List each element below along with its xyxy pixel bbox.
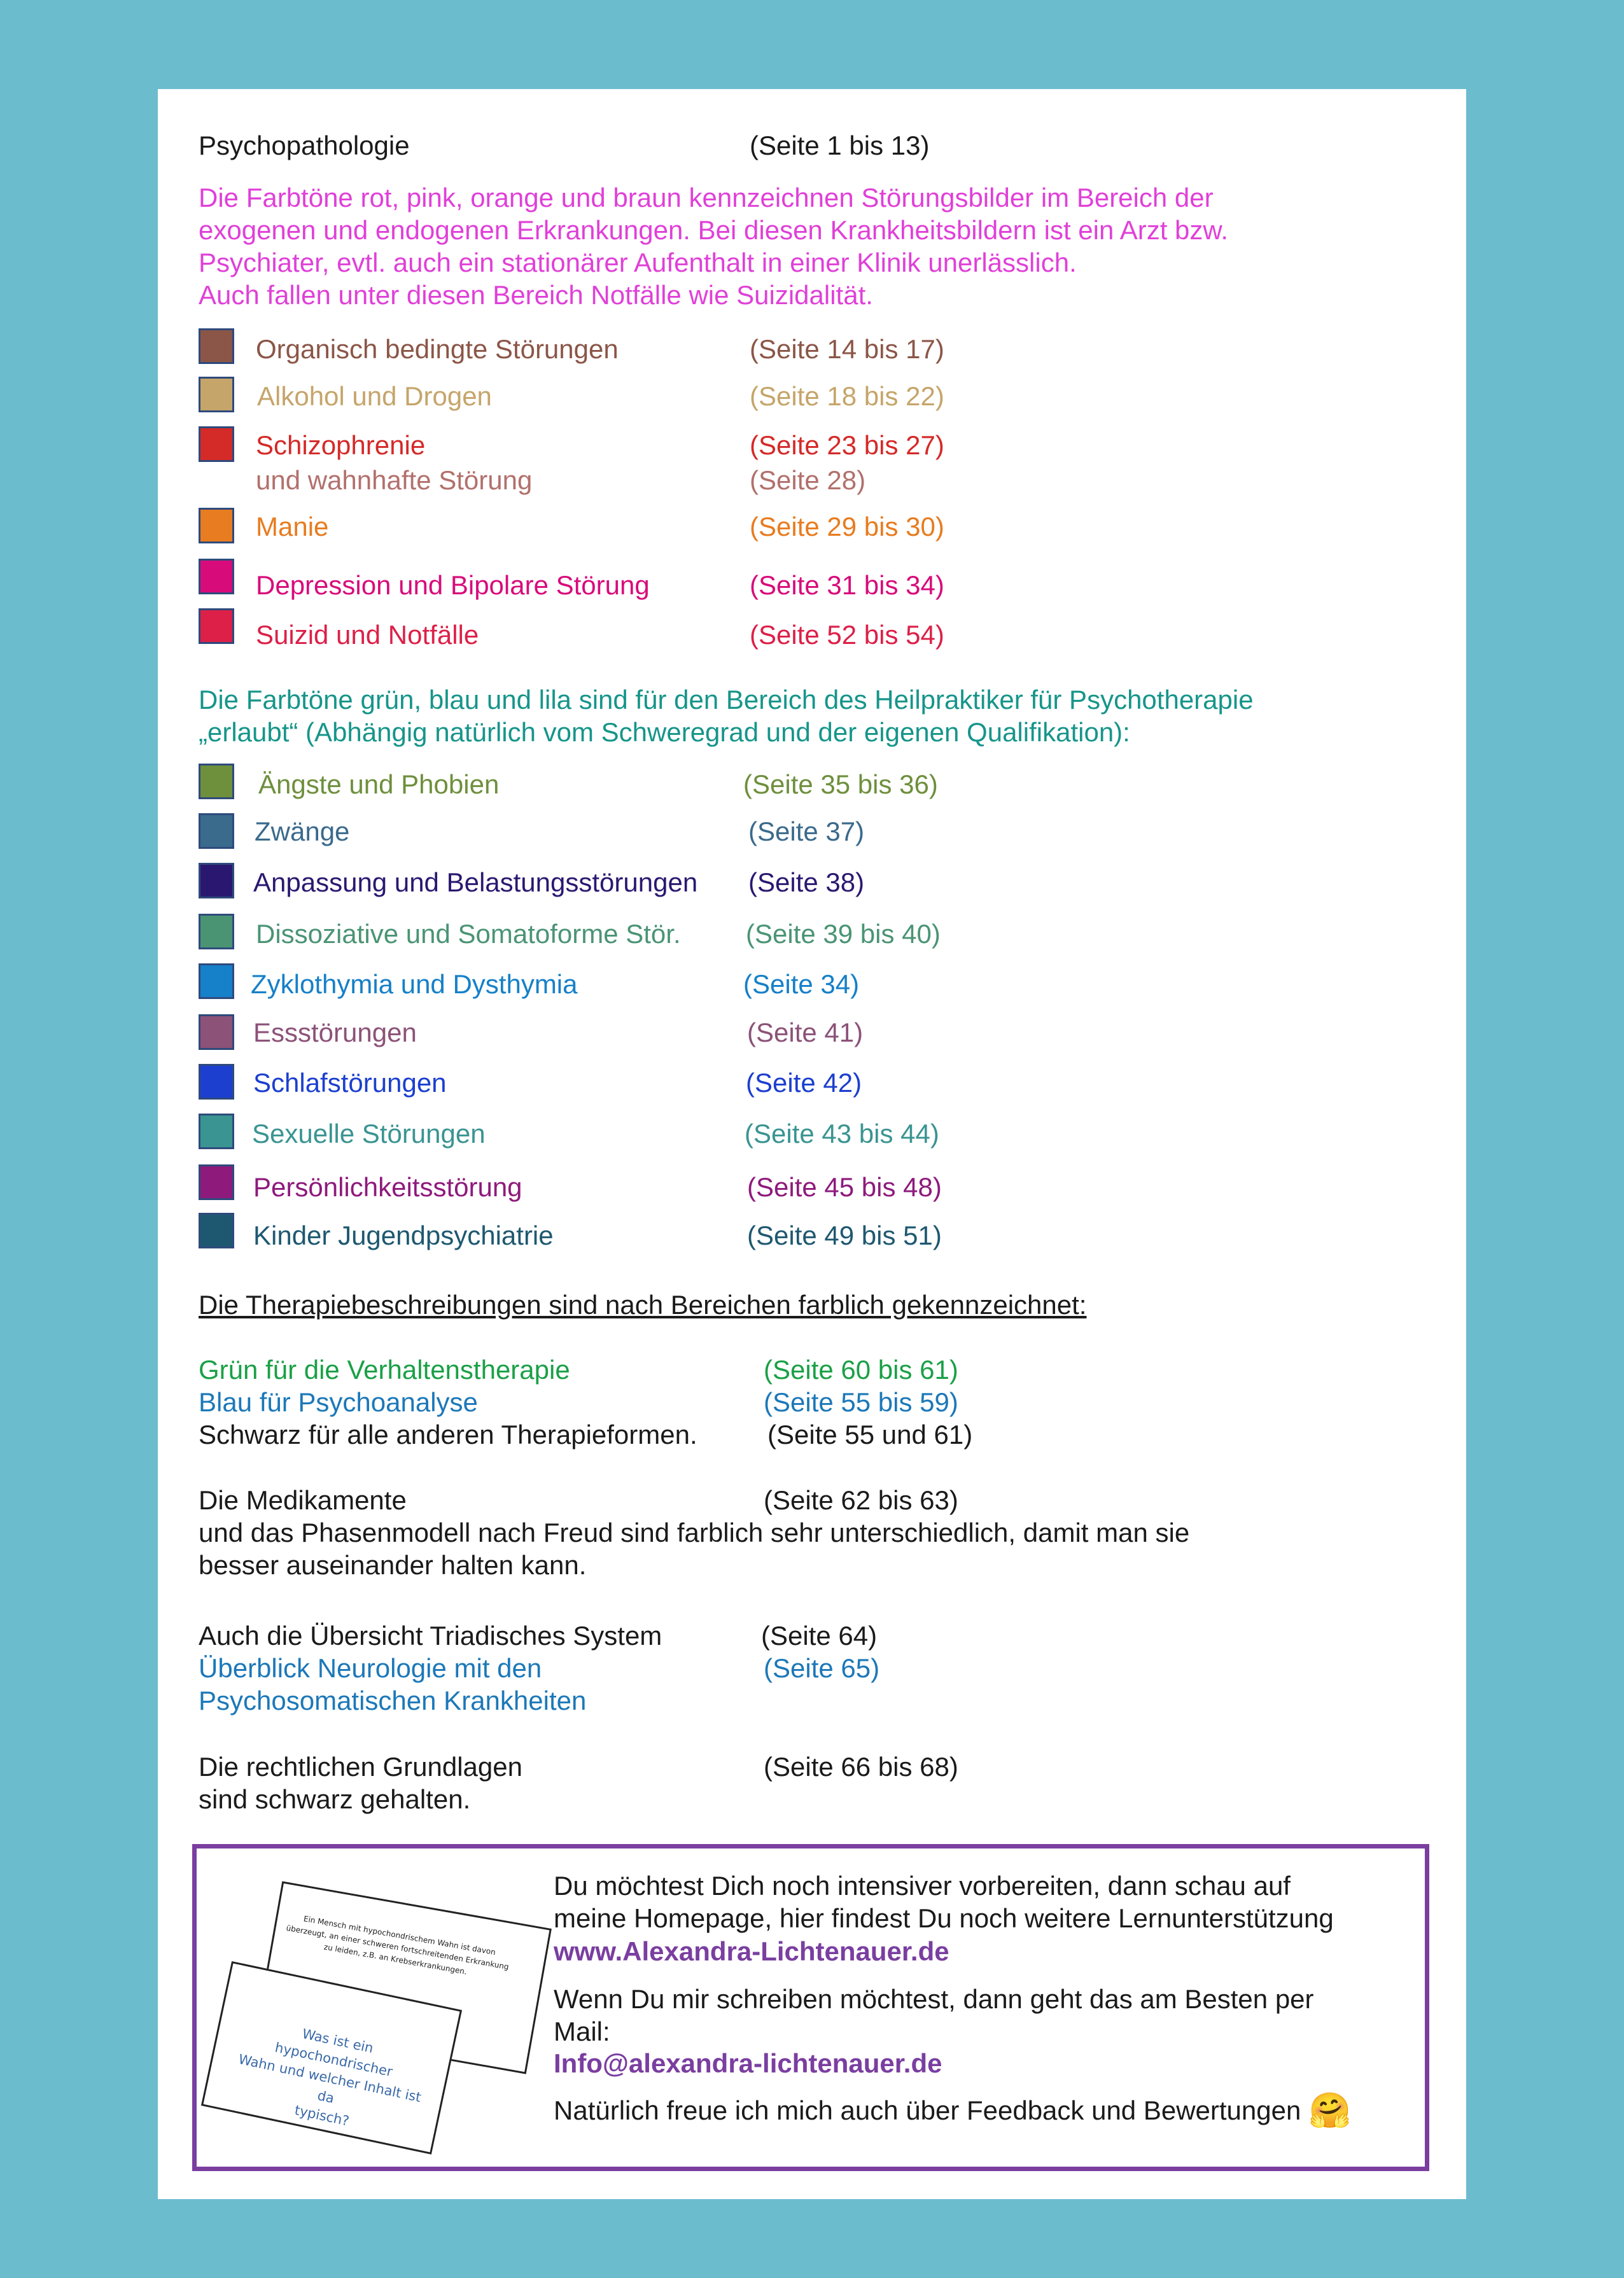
therapy-pages: (Seite 60 bis 61) (764, 1355, 958, 1385)
intro-line: Auch fallen unter diesen Bereich Notfälle wie Suizidalität. (199, 280, 873, 310)
disorder-label: Persönlichkeitsstörung (253, 1172, 522, 1202)
intro-line: exogenen und endogenen Erkrankungen. Bei diesen Krankheitsbildern ist ein Arzt bzw. (199, 215, 1229, 245)
disorder-sub-label: und wahnhafte Störung (256, 465, 533, 495)
disorder-label: Sexuelle Störungen (252, 1119, 486, 1149)
disorder-pages: (Seite 39 bis 40) (746, 919, 941, 949)
disorder-pages: (Seite 49 bis 51) (747, 1220, 942, 1250)
promo-mail-line: Wenn Du mir schreiben möchtest, dann geht das am Besten per (554, 1984, 1314, 2014)
color-swatch (199, 426, 234, 462)
neurology-pages: (Seite 65) (764, 1653, 880, 1683)
color-swatch (199, 914, 234, 949)
disorder-label: Anpassung und Belastungsstörungen (253, 867, 698, 897)
color-swatch (199, 559, 234, 594)
disorder-pages: (Seite 52 bis 54) (750, 620, 944, 650)
disorder-label: Depression und Bipolare Störung (256, 570, 650, 600)
disorder-pages: (Seite 35 bis 36) (743, 769, 938, 799)
therapy-label: Grün für die Verhaltenstherapie (199, 1355, 570, 1385)
disorder-label: Suizid und Notfälle (256, 620, 479, 650)
disorder-label: Dissoziative und Somatoforme Stör. (256, 919, 681, 949)
email-link[interactable]: Info@alexandra-lichtenauer.de (554, 2048, 942, 2078)
disorder-pages: (Seite 41) (747, 1017, 864, 1047)
disorder-label: Schlafstörungen (253, 1068, 447, 1098)
disorder-label: Alkohol und Drogen (257, 381, 492, 411)
disorder-label: Essstörungen (253, 1017, 417, 1047)
medication-label: Die Medikamente (199, 1485, 407, 1515)
disorder-pages: (Seite 23 bis 27) (750, 430, 944, 460)
disorder-label: Manie (256, 512, 329, 542)
color-swatch (199, 863, 234, 898)
disorder-pages: (Seite 42) (746, 1068, 862, 1098)
disorder-pages: (Seite 29 bis 30) (750, 512, 944, 542)
legal-label: Die rechtlichen Grundlagen (199, 1752, 522, 1782)
disorder-pages: (Seite 14 bis 17) (750, 334, 944, 364)
therapy-pages: (Seite 55 bis 59) (764, 1387, 958, 1417)
color-swatch (199, 377, 234, 412)
disorder-sub-pages: (Seite 28) (750, 465, 866, 495)
disorder-pages: (Seite 18 bis 22) (750, 381, 944, 411)
hugging-face-icon: 🤗 (1308, 2092, 1352, 2130)
section-pages: (Seite 1 bis 13) (750, 130, 930, 160)
intro-line: Die Farbtöne rot, pink, orange und braun kennzeichnen Störungsbilder im Bereich der (199, 183, 1214, 213)
color-swatch (199, 508, 234, 543)
disorder-label: Schizophrenie (256, 430, 426, 460)
feedback-line (554, 2092, 1352, 2130)
medication-line: besser auseinander halten kann. (199, 1550, 587, 1580)
disorder-pages: (Seite 34) (743, 969, 860, 999)
color-swatch (199, 1213, 234, 1248)
legal-line: sind schwarz gehalten. (199, 1784, 471, 1814)
disorder-label: Zyklothymia und Dysthymia (251, 969, 578, 999)
therapy-label: Blau für Psychoanalyse (199, 1387, 478, 1417)
color-swatch (199, 813, 234, 849)
color-swatch (199, 1114, 234, 1149)
disorder-pages: (Seite 43 bis 44) (745, 1119, 939, 1149)
promo-line: meine Homepage, hier findest Du noch weitere Lernunterstützung (554, 1903, 1334, 1933)
intro-line: Die Farbtöne grün, blau und lila sind für den Bereich des Heilpraktiker für Psychotherapie (199, 685, 1254, 715)
neurology-label: Überblick Neurologie mit den (199, 1653, 542, 1683)
feedback-text: Natürlich freue ich mich auch über Feedback und Bewertungen (554, 2095, 1301, 2125)
therapy-label: Schwarz für alle anderen Therapieformen. (199, 1420, 697, 1450)
disorder-label: Ängste und Phobien (258, 769, 500, 799)
promo-mail-line: Mail: (554, 2016, 610, 2046)
overview-pages: (Seite 64) (761, 1621, 878, 1651)
color-swatch (199, 328, 234, 364)
disorder-pages: (Seite 45 bis 48) (747, 1172, 942, 1202)
therapy-heading: Die Therapiebeschreibungen sind nach Bereichen farblich gekennzeichnet: (199, 1290, 1087, 1320)
promo-line: Du möchtest Dich noch intensiver vorbereiten, dann schau auf (554, 1871, 1291, 1901)
color-swatch (199, 764, 234, 799)
color-swatch (199, 1064, 234, 1100)
disorder-pages: (Seite 31 bis 34) (750, 570, 944, 600)
disorder-label: Organisch bedingte Störungen (256, 334, 619, 364)
disorder-pages: (Seite 37) (748, 816, 865, 846)
disorder-label: Kinder Jugendpsychiatrie (253, 1220, 554, 1250)
flashcard-back-text: Ein Mensch mit hypochondrischem Wahn ist davon überzeugt, an einer schweren fortschreitenden Erkrankung zu leiden, z.B. an Krebserkrankungen. (285, 1914, 510, 1976)
neurology-label-line2: Psychosomatischen Krankheiten (199, 1686, 587, 1715)
medication-line: und das Phasenmodell nach Freud sind farblich sehr unterschiedlich, damit man sie (199, 1518, 1190, 1548)
disorder-label: Zwänge (255, 816, 350, 846)
overview-label: Auch die Übersicht Triadisches System (199, 1621, 662, 1651)
disorder-pages: (Seite 38) (748, 867, 865, 897)
color-swatch (199, 963, 234, 999)
flashcard-front-text: Was ist ein hypochondrischer Wahn und welcher Inhalt ist da typisch? (237, 2025, 423, 2129)
website-link[interactable]: www.Alexandra-Lichtenauer.de (554, 1936, 949, 1966)
medication-pages: (Seite 62 bis 63) (764, 1485, 958, 1515)
intro-line: Psychiater, evtl. auch ein stationärer Aufenthalt in einer Klinik unerlässlich. (199, 248, 1077, 277)
section-title: Psychopathologie (199, 130, 410, 160)
color-swatch (199, 1164, 234, 1200)
legal-pages: (Seite 66 bis 68) (764, 1752, 958, 1782)
intro-line: „erlaubt“ (Abhängig natürlich vom Schweregrad und der eigenen Qualifikation): (199, 717, 1130, 747)
color-swatch (199, 608, 234, 644)
therapy-pages: (Seite 55 und 61) (767, 1420, 973, 1450)
color-swatch (199, 1014, 234, 1050)
